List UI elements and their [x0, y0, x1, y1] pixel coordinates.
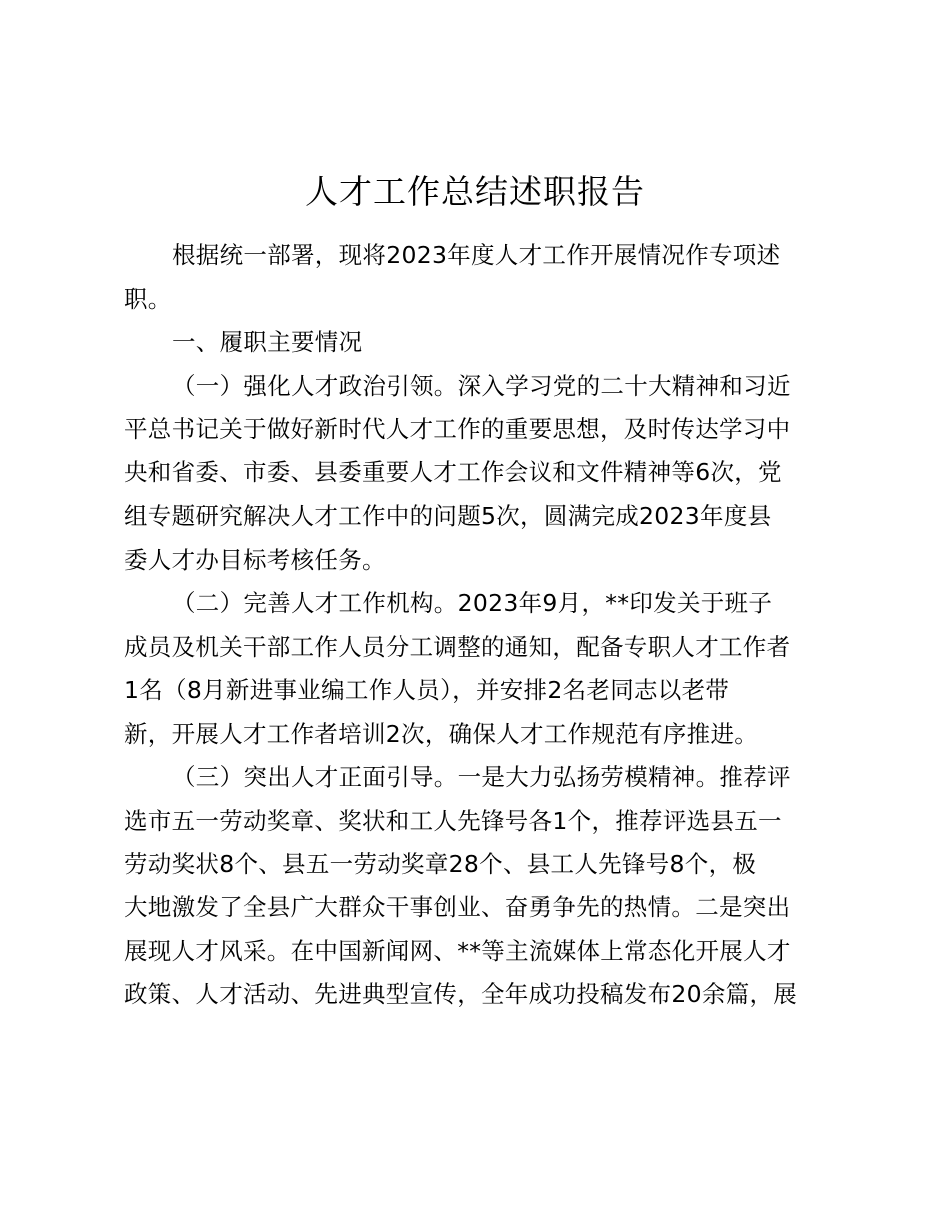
paragraph-line: 政策、人才活动、先进典型宣传，全年成功投稿发布20余篇，展: [124, 980, 798, 1008]
paragraph-line: （三）突出人才正面引导。一是大力弘扬劳模精神。推荐评: [172, 763, 791, 791]
paragraph-line: 劳动奖状8个、县五一劳动奖章28个、县工人先锋号8个，极: [124, 850, 757, 878]
paragraph-line: （一）强化人才政治引领。深入学习党的二十大精神和习近: [172, 372, 791, 400]
paragraph-line: 大地激发了全县广大群众干事创业、奋勇争先的热情。二是突出: [124, 893, 791, 921]
paragraph-line: 央和省委、市委、县委重要人才工作会议和文件精神等6次，党: [124, 458, 782, 486]
paragraph-line: 组专题研究解决人才工作中的问题5次，圆满完成2023年度县: [124, 502, 772, 530]
paragraph-line: 成员及机关干部工作人员分工调整的通知，配备专职人才工作者: [124, 633, 791, 661]
paragraph-line: 根据统一部署，现将2023年度人才工作开展情况作专项述: [172, 241, 781, 269]
paragraph-line: 平总书记关于做好新时代人才工作的重要思想，及时传达学习中: [124, 415, 791, 443]
paragraph-line: 选市五一劳动奖章、奖状和工人先锋号各1个，推荐评选县五一: [124, 807, 782, 835]
paragraph-line: （二）完善人才工作机构。2023年9月，**印发关于班子: [172, 589, 773, 617]
paragraph-line: 展现人才风采。在中国新闻网、**等主流媒体上常态化开展人才: [124, 937, 791, 965]
paragraph-line: 委人才办目标考核任务。: [124, 546, 386, 574]
paragraph-line: 新，开展人才工作者培训2次，确保人才工作规范有序推进。: [124, 720, 759, 748]
paragraph-line: 1名（8月新进事业编工作人员），并安排2名老同志以老带: [124, 676, 730, 704]
section-heading: 一、履职主要情况: [172, 328, 363, 356]
paragraph-line: 职。: [124, 285, 172, 313]
document-title: 人才工作总结述职报告: [305, 172, 645, 211]
